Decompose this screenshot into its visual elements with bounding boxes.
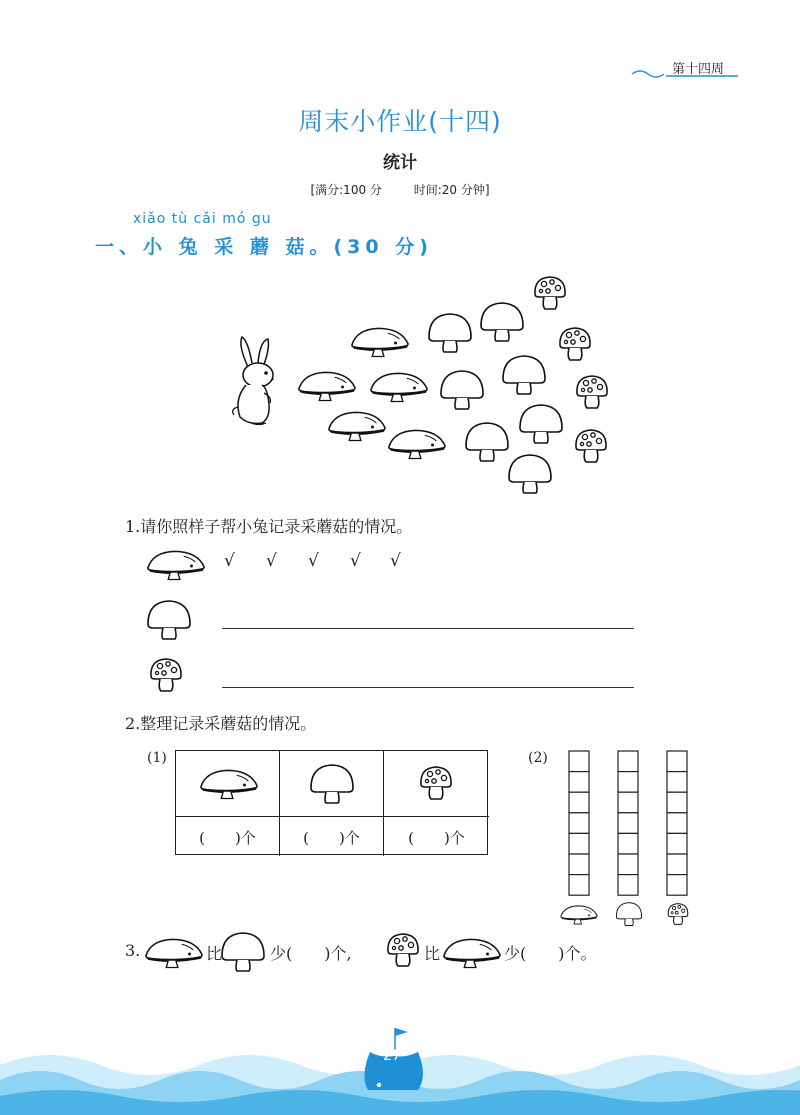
- rabbit-illustration: [228, 333, 286, 427]
- bar-column-flat[interactable]: [568, 750, 590, 898]
- question3-number: 3.: [125, 941, 141, 960]
- table-header-spotted: [384, 751, 489, 817]
- question2-sub2: (2): [528, 750, 548, 766]
- round-mushroom-icon: [516, 401, 566, 445]
- table-header-flat: [176, 751, 280, 817]
- section1-pinyin: xiǎo tù cǎi mó gu: [133, 211, 272, 227]
- spotted-mushroom-icon: [665, 901, 691, 927]
- table-header-round: [280, 751, 384, 817]
- flat-mushroom-icon: [349, 323, 411, 359]
- question3-compare2: 比: [424, 944, 441, 963]
- spotted-mushroom-answer-line[interactable]: [222, 687, 634, 688]
- tally-check: √: [224, 551, 235, 571]
- round-mushroom-icon: [218, 929, 268, 973]
- round-mushroom-icon: [499, 352, 549, 396]
- question1-label: 1.请你照样子帮小兔记录采蘑菇的情况。: [125, 517, 413, 536]
- round-mushroom-icon: [614, 900, 644, 927]
- spotted-mushroom-icon: [530, 273, 570, 313]
- question3-compare1: 比: [206, 944, 223, 963]
- page-number: 27: [383, 1048, 401, 1064]
- count-cell-spotted[interactable]: [384, 817, 489, 856]
- spotted-mushroom-icon: [383, 930, 423, 970]
- count-text: ( )个: [303, 829, 360, 847]
- round-mushroom-icon: [425, 310, 475, 354]
- question3-answer1[interactable]: 少( )个,: [270, 944, 352, 963]
- page-subtitle: 统计: [383, 153, 417, 173]
- question3-answer2[interactable]: 少( )个。: [504, 944, 597, 963]
- question2-sub1: (1): [147, 750, 167, 766]
- flat-mushroom-icon: [559, 902, 599, 926]
- spotted-mushroom-icon: [146, 655, 186, 695]
- bar-column-spotted[interactable]: [666, 750, 688, 898]
- round-mushroom-icon: [307, 761, 357, 805]
- round-mushroom-icon: [437, 367, 487, 411]
- flat-mushroom-icon: [386, 425, 448, 461]
- spotted-mushroom-icon: [416, 763, 456, 803]
- week-tag: 第十四周: [672, 62, 725, 77]
- count-text: ( )个: [408, 829, 465, 847]
- spotted-mushroom-icon: [571, 426, 611, 466]
- tally-check: √: [350, 551, 361, 571]
- round-mushroom-icon: [505, 451, 555, 495]
- spotted-mushroom-icon: [572, 372, 612, 412]
- tally-check: √: [266, 551, 277, 571]
- flat-mushroom-icon: [368, 368, 430, 404]
- flat-mushroom-icon: [296, 367, 358, 403]
- count-cell-flat[interactable]: [176, 817, 280, 856]
- flat-mushroom-icon: [326, 407, 388, 443]
- question2-label: 2.整理记录采蘑菇的情况。: [125, 714, 317, 733]
- flat-mushroom-icon: [145, 546, 207, 582]
- tally-check: √: [390, 551, 401, 571]
- round-mushroom-icon: [477, 299, 527, 343]
- flat-mushroom-icon: [198, 765, 260, 801]
- count-cell-round[interactable]: [280, 817, 384, 856]
- section1-title: 一、小 兔 采 蘑 菇。(30 分): [95, 236, 433, 258]
- round-mushroom-answer-line[interactable]: [222, 628, 634, 629]
- count-text: ( )个: [199, 829, 256, 847]
- score-time-info: [0, 181, 800, 198]
- count-table: [175, 750, 488, 855]
- tally-check: √: [308, 551, 319, 571]
- page-title: 周末小作业(十四): [298, 107, 502, 136]
- time-limit: 时间:20 分钟]: [413, 183, 490, 197]
- full-score: [满分:100 分: [310, 183, 382, 197]
- bar-column-round[interactable]: [617, 750, 639, 898]
- flat-mushroom-icon: [441, 934, 503, 970]
- spotted-mushroom-icon: [555, 324, 595, 364]
- flat-mushroom-icon: [143, 934, 205, 970]
- round-mushroom-icon: [144, 597, 194, 641]
